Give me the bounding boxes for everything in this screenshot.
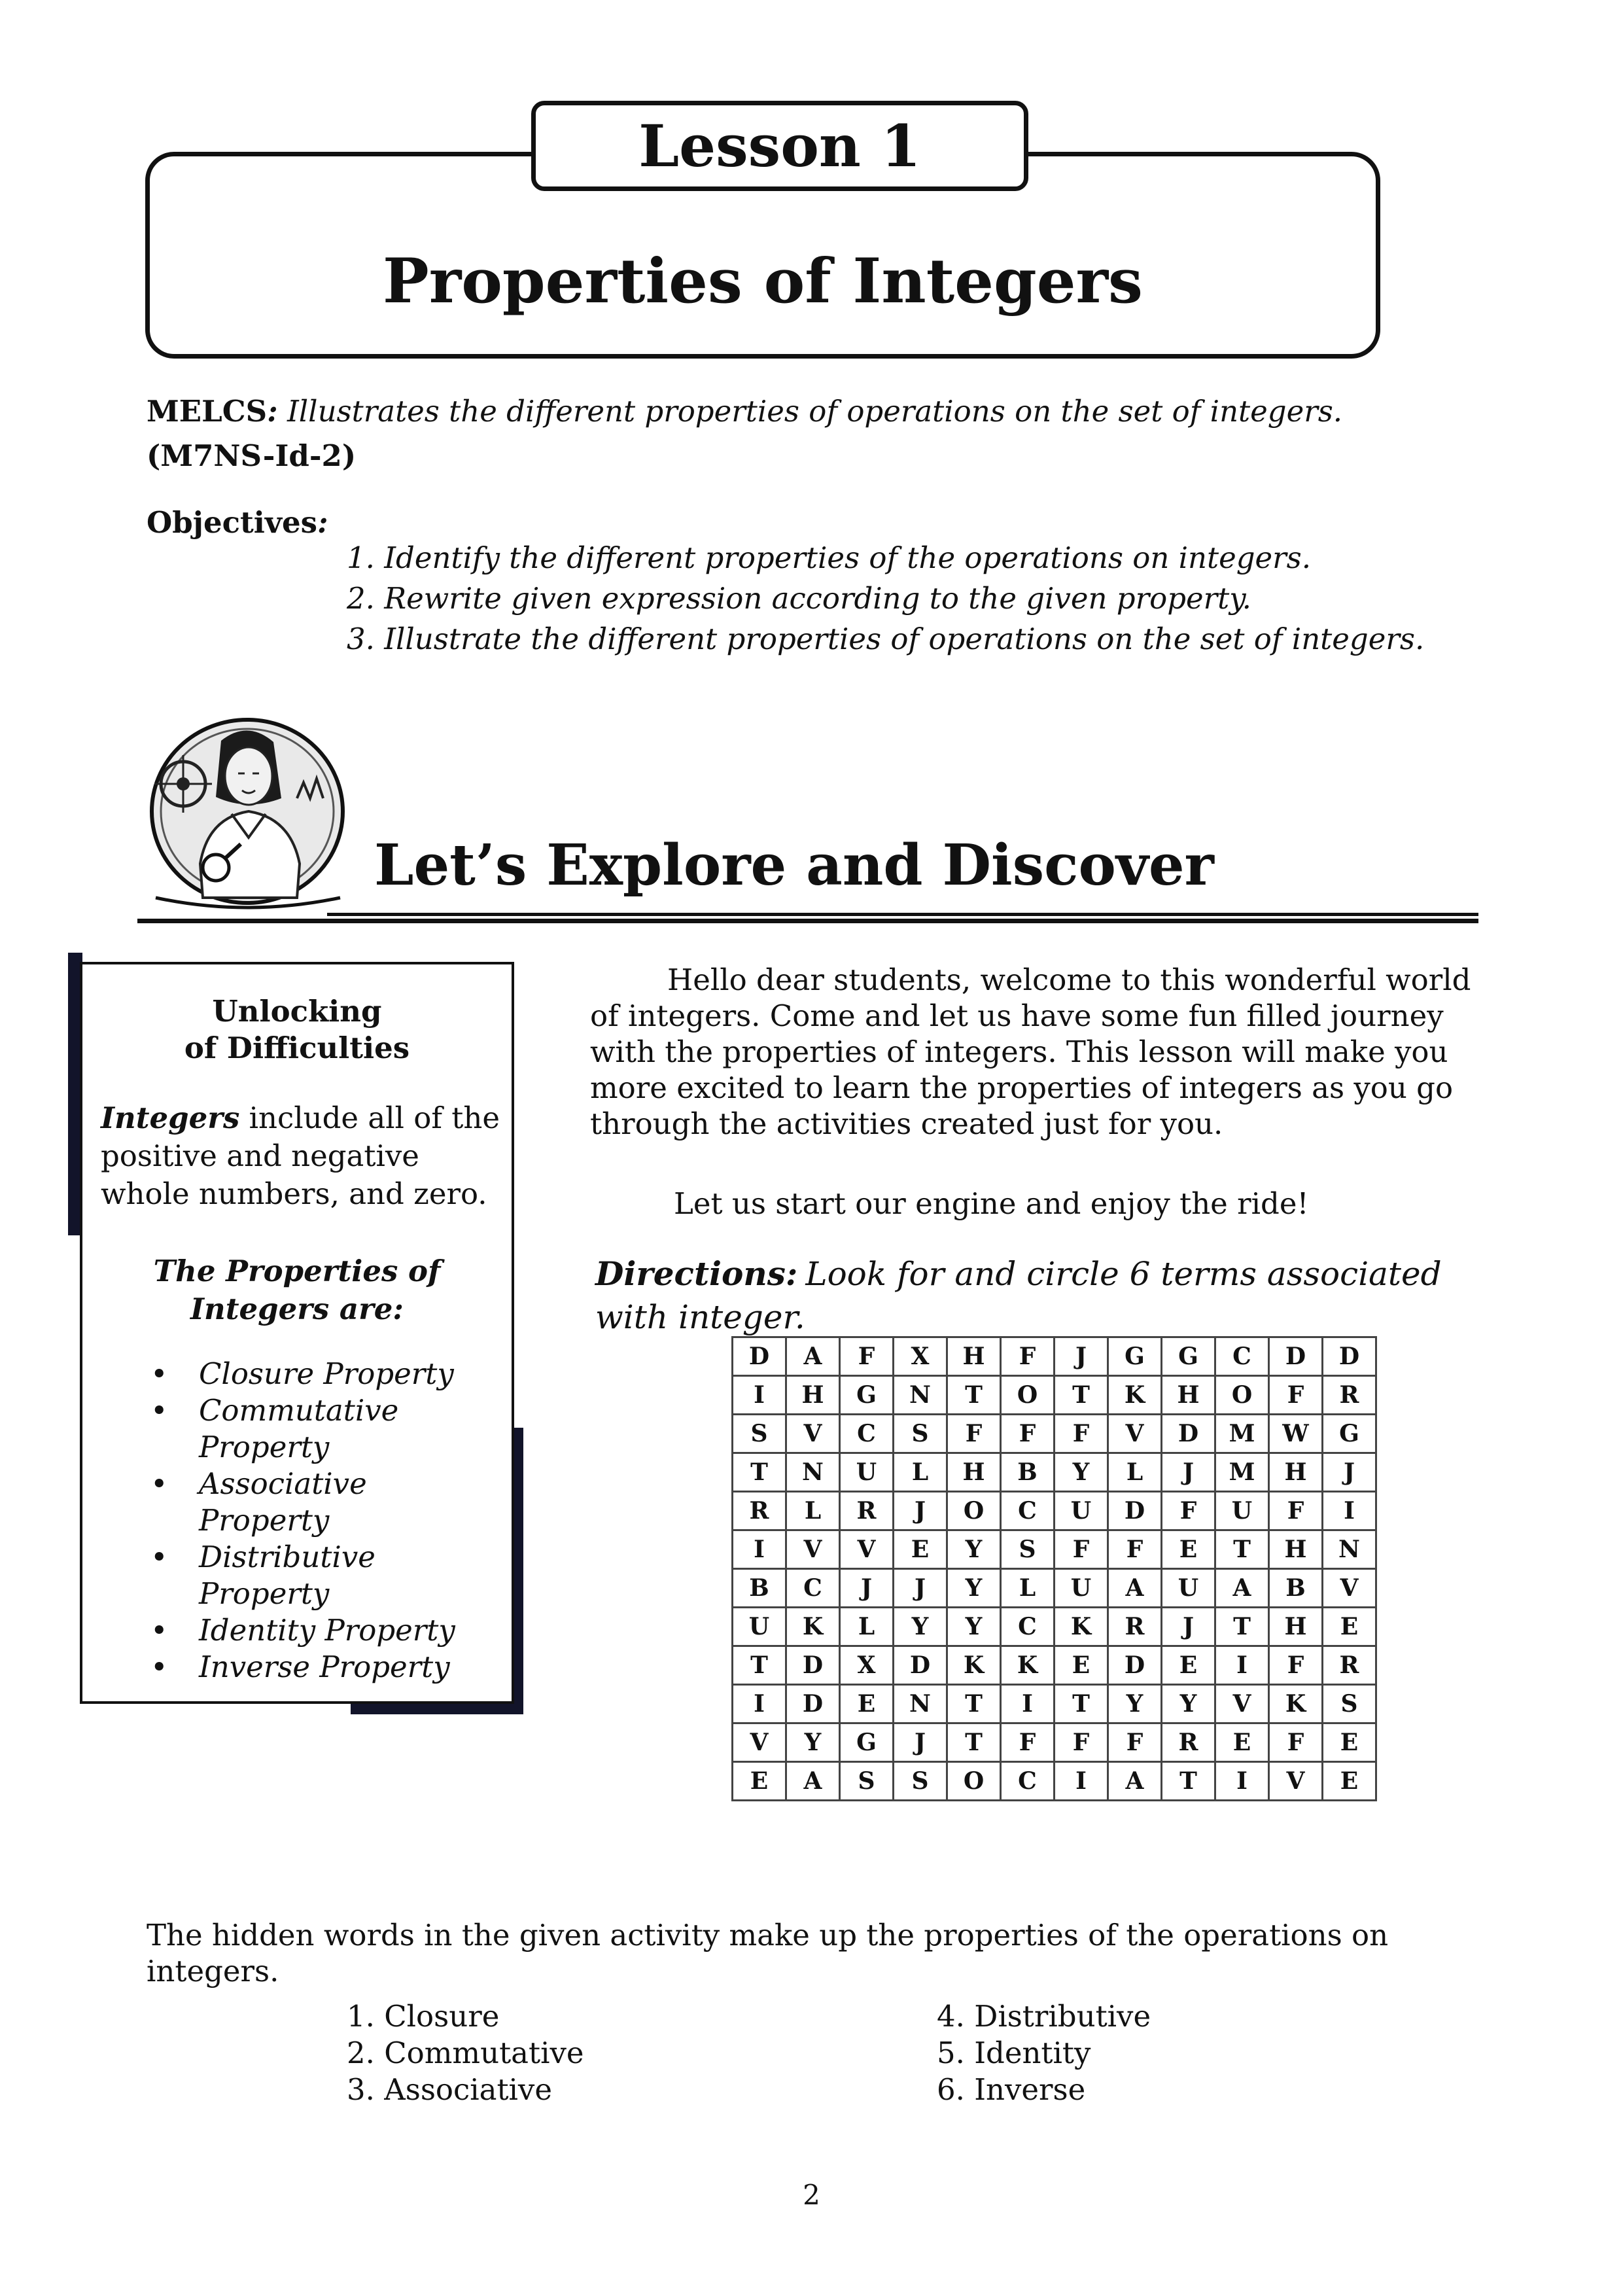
word-search-cell[interactable]: L <box>1108 1453 1162 1492</box>
word-search-cell[interactable]: J <box>1162 1608 1215 1646</box>
hidden-words-intro: The hidden words in the given activity make up the properties of the operations on integers. <box>147 1918 1389 1988</box>
property-item: • Distributive Property <box>101 1539 506 1612</box>
word-search-cell[interactable]: Y <box>947 1530 1001 1569</box>
objective-item: 1. Identify the different properties of the operations on integers. <box>347 540 1312 575</box>
word-search-cell[interactable]: R <box>1323 1376 1376 1415</box>
word-search-cell[interactable]: Y <box>894 1608 947 1646</box>
word-search-cell[interactable]: X <box>840 1646 894 1685</box>
word-search-cell[interactable]: S <box>894 1762 947 1801</box>
word-search-grid <box>731 1336 1377 1801</box>
word-search-cell[interactable]: E <box>1162 1530 1215 1569</box>
word-search-cell[interactable]: E <box>840 1685 894 1723</box>
word-search-cell[interactable]: R <box>1162 1723 1215 1762</box>
word-search-cell[interactable]: V <box>1323 1569 1376 1608</box>
properties-heading: The Properties of Integers are: <box>153 1254 441 1326</box>
word-search-cell[interactable]: G <box>840 1376 894 1415</box>
word-search-cell[interactable]: U <box>1055 1569 1108 1608</box>
word-search-cell[interactable]: C <box>786 1569 840 1608</box>
section-divider <box>137 912 1478 925</box>
word-search-row <box>733 1415 1376 1453</box>
word-search-cell[interactable]: L <box>1001 1569 1055 1608</box>
word-search-cell[interactable]: F <box>1269 1492 1323 1530</box>
word-search-cell[interactable]: H <box>1269 1530 1323 1569</box>
word-search-cell[interactable]: D <box>894 1646 947 1685</box>
word-search-cell[interactable]: J <box>1323 1453 1376 1492</box>
word-search-cell[interactable]: T <box>1055 1376 1108 1415</box>
word-search-cell[interactable]: R <box>1323 1646 1376 1685</box>
word-search-cell[interactable]: Y <box>947 1569 1001 1608</box>
word-search-cell[interactable]: C <box>1001 1608 1055 1646</box>
word-search-row <box>733 1492 1376 1530</box>
word-search-cell[interactable]: D <box>1323 1337 1376 1376</box>
word-search-cell[interactable]: V <box>733 1723 786 1762</box>
word-search-cell[interactable]: S <box>733 1415 786 1453</box>
section-title: Let’s Explore and Discover <box>374 832 1214 898</box>
word-search-cell[interactable]: M <box>1215 1415 1269 1453</box>
objective-item: 3. Illustrate the different properties of operations on the set of integers. <box>347 622 1425 656</box>
objectives-label: Objectives: <box>147 505 328 540</box>
property-item: • Closure Property <box>101 1356 506 1392</box>
word-search-cell[interactable]: V <box>1215 1685 1269 1723</box>
word-search-cell[interactable]: E <box>1323 1608 1376 1646</box>
melcs-line <box>147 391 1494 432</box>
melcs-text: Illustrates the different properties of operations on the set of integers. <box>277 394 1343 429</box>
melcs-colon: : <box>267 394 278 429</box>
word-search-cell[interactable]: B <box>733 1569 786 1608</box>
word-search-cell[interactable]: L <box>894 1453 947 1492</box>
integers-term: Integers <box>101 1101 240 1135</box>
word-search-cell[interactable]: D <box>1108 1492 1162 1530</box>
word-search-cell[interactable]: V <box>786 1530 840 1569</box>
word-search-cell[interactable]: M <box>1215 1453 1269 1492</box>
word-search-cell[interactable]: T <box>1162 1762 1215 1801</box>
word-search-cell[interactable]: K <box>1001 1646 1055 1685</box>
word-search-cell[interactable]: E <box>1162 1646 1215 1685</box>
word-search-cell[interactable]: H <box>1269 1608 1323 1646</box>
word-search-cell[interactable]: H <box>947 1337 1001 1376</box>
word-search-cell[interactable]: H <box>1162 1376 1215 1415</box>
word-search-cell[interactable]: J <box>1055 1337 1108 1376</box>
word-search-cell[interactable]: K <box>1108 1376 1162 1415</box>
word-search-cell[interactable]: I <box>733 1376 786 1415</box>
word-search-cell[interactable]: T <box>947 1376 1001 1415</box>
hidden-words-list-right <box>937 1998 1151 2108</box>
word-search-cell[interactable]: I <box>1215 1646 1269 1685</box>
word-search-cell[interactable]: R <box>840 1492 894 1530</box>
word-search-cell[interactable]: I <box>1215 1762 1269 1801</box>
word-search-cell[interactable]: D <box>786 1646 840 1685</box>
word-search-cell[interactable]: F <box>1269 1723 1323 1762</box>
word-search-cell[interactable]: N <box>894 1685 947 1723</box>
word-search-cell[interactable]: I <box>1001 1685 1055 1723</box>
hidden-word-item: 5. Identity <box>937 2036 1091 2070</box>
hidden-word-item: 1. Closure <box>347 1999 500 2034</box>
word-search-cell[interactable]: J <box>894 1492 947 1530</box>
word-search-cell[interactable]: D <box>733 1337 786 1376</box>
word-search-cell[interactable]: E <box>1055 1646 1108 1685</box>
hidden-word-item: 6. Inverse <box>937 2072 1086 2107</box>
word-search-row <box>733 1723 1376 1762</box>
word-search-row <box>733 1376 1376 1415</box>
word-search-cell[interactable]: F <box>1055 1530 1108 1569</box>
word-search-cell[interactable]: U <box>1215 1492 1269 1530</box>
word-search-cell[interactable]: O <box>1001 1376 1055 1415</box>
word-search-row <box>733 1453 1376 1492</box>
word-search-cell[interactable]: S <box>1001 1530 1055 1569</box>
word-search-cell[interactable]: F <box>1108 1530 1162 1569</box>
word-search-cell[interactable]: B <box>1001 1453 1055 1492</box>
word-search-cell[interactable]: D <box>1108 1646 1162 1685</box>
word-search-cell[interactable]: G <box>1108 1337 1162 1376</box>
objective-item: 2. Rewrite given expression according to the given property. <box>347 581 1251 616</box>
word-search-cell[interactable]: I <box>733 1530 786 1569</box>
word-search-cell[interactable]: N <box>894 1376 947 1415</box>
word-search-cell[interactable]: R <box>733 1492 786 1530</box>
word-search-cell[interactable]: B <box>1269 1569 1323 1608</box>
word-search-cell[interactable]: C <box>1001 1492 1055 1530</box>
word-search-cell[interactable]: F <box>1108 1723 1162 1762</box>
word-search-cell[interactable]: A <box>1215 1569 1269 1608</box>
word-search-cell[interactable]: V <box>840 1530 894 1569</box>
melcs-label: MELCS <box>147 394 268 429</box>
word-search-cell[interactable]: O <box>947 1492 1001 1530</box>
word-search-row <box>733 1646 1376 1685</box>
properties-list <box>101 1356 506 1686</box>
directions-label: Directions: <box>595 1254 798 1293</box>
word-search-cell[interactable]: J <box>894 1723 947 1762</box>
word-search-cell[interactable]: F <box>947 1415 1001 1453</box>
word-search-cell[interactable]: I <box>1323 1492 1376 1530</box>
student-with-magnifier-icon <box>143 713 353 917</box>
word-search-cell[interactable]: T <box>1215 1608 1269 1646</box>
lesson-number: Lesson 1 <box>638 112 921 180</box>
word-search-cell[interactable]: R <box>1108 1608 1162 1646</box>
integers-definition: Integers include all of the positive and negative whole numbers, and zero. <box>101 1101 500 1211</box>
word-search-cell[interactable]: T <box>1055 1685 1108 1723</box>
word-search-row <box>733 1608 1376 1646</box>
word-search-cell[interactable]: H <box>947 1453 1001 1492</box>
word-search-cell[interactable]: U <box>840 1453 894 1492</box>
objectives-list <box>347 538 1590 660</box>
word-search-cell[interactable]: J <box>840 1569 894 1608</box>
word-search-cell[interactable]: A <box>1108 1762 1162 1801</box>
word-search-cell[interactable]: T <box>733 1453 786 1492</box>
hidden-word-item: 4. Distributive <box>937 1999 1151 2034</box>
word-search-cell[interactable]: G <box>1162 1337 1215 1376</box>
word-search-cell[interactable]: F <box>1269 1376 1323 1415</box>
hidden-word-item: 2. Commutative <box>347 2036 584 2070</box>
hidden-word-item: 3. Associative <box>347 2072 552 2107</box>
word-search-cell[interactable]: A <box>786 1337 840 1376</box>
word-search-row <box>733 1762 1376 1801</box>
word-search-cell[interactable]: T <box>947 1685 1001 1723</box>
melcs-code: (M7NS-Id-2) <box>147 438 357 473</box>
word-search-cell[interactable]: C <box>1001 1762 1055 1801</box>
hidden-words-list-left <box>347 1998 584 2108</box>
word-search-cell[interactable]: I <box>733 1685 786 1723</box>
word-search-cell[interactable]: U <box>1055 1492 1108 1530</box>
word-search-row <box>733 1685 1376 1723</box>
word-search-cell[interactable]: J <box>894 1569 947 1608</box>
word-search-cell[interactable]: O <box>1215 1376 1269 1415</box>
word-search-cell[interactable]: U <box>1162 1569 1215 1608</box>
word-search-cell[interactable]: F <box>1162 1492 1215 1530</box>
property-item: • Identity Property <box>101 1612 506 1649</box>
property-item: • Commutative Property <box>101 1392 506 1466</box>
word-search-cell[interactable]: E <box>733 1762 786 1801</box>
word-search-cell[interactable]: S <box>894 1415 947 1453</box>
word-search-cell[interactable]: F <box>1001 1415 1055 1453</box>
word-search-cell[interactable]: K <box>1055 1608 1108 1646</box>
word-search-row <box>733 1569 1376 1608</box>
word-search-cell[interactable]: I <box>1055 1762 1108 1801</box>
property-item: • Inverse Property <box>101 1649 506 1686</box>
property-item: • Associative Property <box>101 1466 506 1539</box>
word-search-cell[interactable]: F <box>1001 1337 1055 1376</box>
word-search-cell[interactable]: F <box>840 1337 894 1376</box>
word-search-cell[interactable]: S <box>840 1762 894 1801</box>
word-search-cell[interactable]: V <box>1108 1415 1162 1453</box>
word-search-cell[interactable]: C <box>840 1415 894 1453</box>
word-search-cell[interactable]: F <box>1055 1723 1108 1762</box>
word-search-cell[interactable]: F <box>1055 1415 1108 1453</box>
word-search-cell[interactable]: Y <box>1108 1685 1162 1723</box>
lesson-number-tab <box>531 101 1028 191</box>
word-search-cell[interactable]: D <box>786 1685 840 1723</box>
word-search-cell[interactable]: N <box>786 1453 840 1492</box>
word-search-row <box>733 1337 1376 1376</box>
word-search-cell[interactable]: K <box>1269 1685 1323 1723</box>
word-search-cell[interactable]: L <box>786 1492 840 1530</box>
word-search-cell[interactable]: Y <box>1162 1685 1215 1723</box>
word-search-cell[interactable]: C <box>1215 1337 1269 1376</box>
directions-text: Look for and circle 6 terms associated with integer. <box>595 1255 1442 1336</box>
word-search-cell[interactable]: K <box>947 1646 1001 1685</box>
word-search-cell[interactable]: D <box>1269 1337 1323 1376</box>
word-search-cell[interactable]: H <box>786 1376 840 1415</box>
word-search-cell[interactable]: T <box>1215 1530 1269 1569</box>
word-search-cell[interactable]: N <box>1323 1530 1376 1569</box>
word-search-cell[interactable]: E <box>894 1530 947 1569</box>
word-search-cell[interactable]: A <box>1108 1569 1162 1608</box>
word-search-cell[interactable]: V <box>1269 1762 1323 1801</box>
directions <box>595 1252 1498 1339</box>
unlocking-title: Unlocking of Difficulties <box>184 994 410 1065</box>
lesson-title: Properties of Integers <box>383 245 1143 317</box>
word-search-cell[interactable]: F <box>1269 1646 1323 1685</box>
word-search-cell[interactable]: F <box>1001 1723 1055 1762</box>
word-search-cell[interactable]: K <box>786 1608 840 1646</box>
word-search-cell[interactable]: Y <box>947 1608 1001 1646</box>
word-search-cell[interactable]: J <box>1162 1453 1215 1492</box>
word-search-cell[interactable]: Y <box>1055 1453 1108 1492</box>
word-search-cell[interactable]: T <box>947 1723 1001 1762</box>
word-search-cell[interactable]: U <box>733 1608 786 1646</box>
word-search-cell[interactable]: A <box>786 1762 840 1801</box>
word-search-cell[interactable]: G <box>1323 1415 1376 1453</box>
word-search-cell[interactable]: G <box>840 1723 894 1762</box>
word-search-cell[interactable]: D <box>1162 1415 1215 1453</box>
page-number: 2 <box>803 2179 820 2211</box>
word-search-cell[interactable]: T <box>733 1646 786 1685</box>
word-search-cell[interactable]: W <box>1269 1415 1323 1453</box>
word-search-cell[interactable]: E <box>1323 1723 1376 1762</box>
intro-paragraph: Hello dear students, welcome to this wonderful world of integers. Come and let us have some fun filled journey with the properties of integers. This lesson will make you more excited to learn the properties of integers as you go through the activities created just for you. <box>590 963 1471 1141</box>
word-search-cell[interactable]: E <box>1323 1762 1376 1801</box>
word-search-cell[interactable]: V <box>786 1415 840 1453</box>
word-search-cell[interactable]: O <box>947 1762 1001 1801</box>
intro-start-line: Let us start our engine and enjoy the ride! <box>674 1186 1309 1221</box>
word-search-cell[interactable]: H <box>1269 1453 1323 1492</box>
word-search-row <box>733 1530 1376 1569</box>
word-search-cell[interactable]: L <box>840 1608 894 1646</box>
word-search-cell[interactable]: E <box>1215 1723 1269 1762</box>
word-search-cell[interactable]: X <box>894 1337 947 1376</box>
word-search-cell[interactable]: S <box>1323 1685 1376 1723</box>
word-search-cell[interactable]: Y <box>786 1723 840 1762</box>
